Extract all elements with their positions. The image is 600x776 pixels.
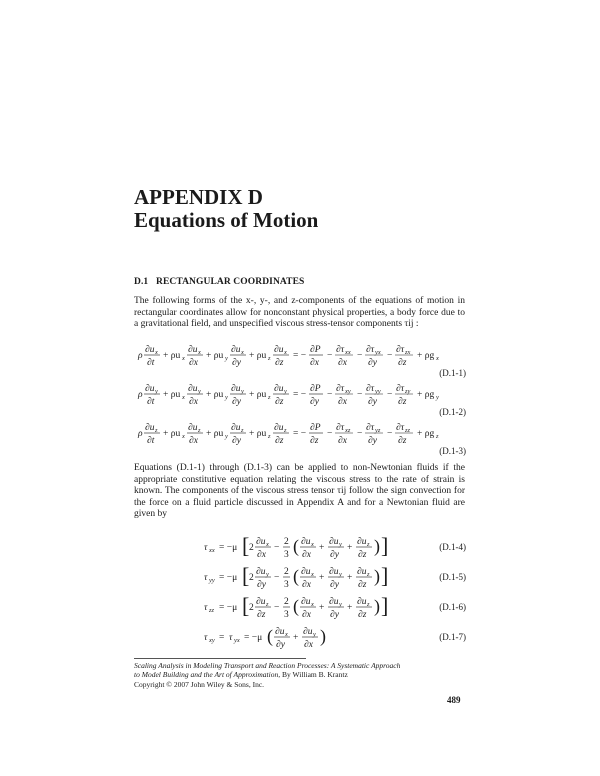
svg-text:−: − (274, 573, 280, 583)
footnote-book-title-line1: Scaling Analysis in Modeling Transport and Reaction Processes: A Systematic Approach (134, 661, 401, 670)
svg-text:y: y (339, 541, 342, 548)
svg-text:x: x (155, 349, 158, 356)
svg-text:∂t: ∂t (147, 436, 155, 446)
svg-text:(: ( (293, 536, 299, 556)
svg-text:): ) (320, 626, 326, 646)
svg-text:∂u: ∂u (274, 345, 284, 355)
svg-text:z: z (284, 427, 287, 434)
svg-text:∂z: ∂z (310, 436, 319, 446)
svg-text:y: y (339, 601, 342, 608)
svg-text:∂z: ∂z (398, 397, 407, 407)
svg-text:y: y (266, 571, 269, 578)
svg-text:x: x (311, 601, 314, 608)
svg-text:∂u: ∂u (357, 567, 367, 577)
footnote-author: By William B. Krantz (281, 670, 348, 680)
equation-d1-4-math (134, 535, 466, 561)
svg-text:∂x: ∂x (257, 550, 266, 560)
svg-text:τ: τ (229, 633, 233, 643)
svg-text:∂u: ∂u (301, 567, 311, 577)
svg-text:x: x (284, 349, 287, 356)
svg-text:∂u: ∂u (301, 537, 311, 547)
svg-text:∂x: ∂x (302, 550, 311, 560)
svg-text:∂y: ∂y (257, 580, 266, 590)
svg-text:−: − (387, 390, 393, 400)
svg-text:∂u: ∂u (188, 345, 198, 355)
svg-text:∂x: ∂x (338, 358, 347, 368)
svg-text:y: y (155, 388, 158, 395)
svg-text:x: x (285, 631, 288, 638)
svg-text:xz: xz (345, 427, 351, 434)
svg-text:y: y (284, 388, 287, 395)
svg-text:+ ρu: + ρu (249, 351, 267, 361)
svg-text:z: z (155, 427, 158, 434)
svg-text:= −: = − (293, 390, 307, 400)
svg-text:∂x: ∂x (310, 358, 319, 368)
svg-text:τ: τ (204, 603, 208, 613)
svg-text:z: z (436, 433, 439, 440)
svg-text:+: + (319, 543, 325, 553)
svg-text:): ) (374, 566, 380, 586)
svg-text:z: z (367, 571, 370, 578)
svg-text:y: y (225, 355, 228, 362)
svg-text:+ ρu: + ρu (249, 390, 267, 400)
svg-text:∂P: ∂P (310, 384, 321, 394)
chapter-title: Equations of Motion (134, 208, 319, 232)
svg-text:∂u: ∂u (256, 537, 266, 547)
svg-text:+: + (319, 603, 325, 613)
svg-text:∂t: ∂t (147, 397, 155, 407)
svg-text:z: z (266, 601, 269, 608)
svg-text:+: + (293, 633, 299, 643)
svg-text:∂z: ∂z (358, 550, 367, 560)
equation-d1-5 (134, 563, 466, 590)
svg-text:−: − (357, 351, 363, 361)
svg-text:τ: τ (204, 633, 208, 643)
intro-paragraph: The following forms of the x-, y-, and z-components of the equations of motion in rectangular coordinates allow for nonconstant physical properties, a body force due to a gravitational field, and unspecified viscous stress-tensor components τij : (134, 296, 465, 330)
svg-text:[: [ (242, 533, 250, 558)
svg-text:= −μ: = −μ (219, 573, 238, 583)
svg-text:∂u: ∂u (231, 345, 241, 355)
equation-label: (D.1-2) (439, 407, 466, 417)
equation-label: (D.1-7) (439, 632, 466, 642)
svg-text:−: − (357, 390, 363, 400)
svg-text:+: + (347, 543, 353, 553)
svg-text:∂x: ∂x (189, 436, 198, 446)
svg-text:= −: = − (293, 429, 307, 439)
svg-text:∂z: ∂z (275, 436, 284, 446)
svg-text:+: + (347, 573, 353, 583)
equation-d1-3-math (134, 422, 466, 446)
equation-d1-5-math (134, 565, 466, 591)
footnote-line2 (134, 670, 465, 679)
svg-text:∂u: ∂u (188, 384, 198, 394)
svg-text:+ ρu: + ρu (163, 351, 181, 361)
svg-text:∂y: ∂y (232, 358, 241, 368)
svg-text:∂τ: ∂τ (336, 384, 345, 394)
svg-text:∂z: ∂z (358, 610, 367, 620)
equation-label: (D.1-3) (439, 446, 466, 456)
svg-text:z: z (367, 541, 370, 548)
svg-text:∂u: ∂u (329, 567, 339, 577)
svg-text:ρ: ρ (138, 390, 143, 400)
svg-text:τ: τ (204, 543, 208, 553)
equation-d1-2 (134, 383, 466, 417)
svg-text:): ) (374, 536, 380, 556)
svg-text:]: ] (381, 593, 389, 618)
svg-text:2: 2 (249, 573, 254, 583)
svg-text:[: [ (242, 563, 250, 588)
svg-text:(: ( (293, 596, 299, 616)
svg-text:∂z: ∂z (275, 397, 284, 407)
svg-text:+: + (319, 573, 325, 583)
svg-text:= −μ: = −μ (219, 543, 238, 553)
svg-text:x: x (266, 541, 269, 548)
equation-d1-2-math (134, 383, 466, 407)
svg-text:yx: yx (375, 349, 381, 356)
svg-text:3: 3 (284, 550, 289, 560)
svg-text:z: z (268, 394, 271, 401)
svg-text:∂y: ∂y (276, 640, 285, 650)
svg-text:∂u: ∂u (329, 597, 339, 607)
svg-text:∂u: ∂u (357, 537, 367, 547)
svg-text:∂u: ∂u (231, 423, 241, 433)
equation-label: (D.1-1) (439, 368, 466, 378)
svg-text:+ ρu: + ρu (163, 390, 181, 400)
svg-text:y: y (225, 394, 228, 401)
footnote-rule (134, 658, 306, 659)
svg-text:∂x: ∂x (302, 610, 311, 620)
svg-text:3: 3 (284, 580, 289, 590)
svg-text:∂y: ∂y (330, 550, 339, 560)
svg-text:∂τ: ∂τ (336, 345, 345, 355)
svg-text:∂u: ∂u (329, 537, 339, 547)
svg-text:]: ] (381, 563, 389, 588)
svg-text:x: x (436, 355, 439, 362)
svg-text:τ: τ (204, 573, 208, 583)
svg-text:∂τ: ∂τ (336, 423, 345, 433)
svg-text:+ ρu: + ρu (163, 429, 181, 439)
equation-d1-4 (134, 533, 466, 560)
svg-text:∂u: ∂u (256, 567, 266, 577)
svg-text:∂τ: ∂τ (366, 423, 375, 433)
svg-text:∂τ: ∂τ (396, 384, 405, 394)
svg-text:∂u: ∂u (274, 384, 284, 394)
svg-text:x: x (241, 349, 244, 356)
svg-text:−: − (327, 390, 333, 400)
svg-text:ρ: ρ (138, 429, 143, 439)
svg-text:z: z (268, 433, 271, 440)
svg-text:∂y: ∂y (368, 358, 377, 368)
svg-text:∂P: ∂P (310, 345, 321, 355)
svg-text:∂z: ∂z (275, 358, 284, 368)
svg-text:2: 2 (284, 567, 289, 577)
svg-text:−: − (327, 429, 333, 439)
equation-d1-6-math (134, 595, 466, 621)
equation-d1-1 (134, 344, 466, 378)
svg-text:∂u: ∂u (303, 627, 313, 637)
svg-text:−: − (387, 429, 393, 439)
svg-text:∂x: ∂x (189, 358, 198, 368)
svg-text:∂y: ∂y (368, 436, 377, 446)
svg-text:(: ( (293, 566, 299, 586)
svg-text:= −μ: = −μ (244, 633, 263, 643)
footnote-copyright: Copyright © 2007 John Wiley & Sons, Inc. (134, 679, 265, 689)
svg-text:∂u: ∂u (145, 345, 155, 355)
svg-text:xy: xy (345, 388, 351, 395)
second-paragraph: Equations (D.1-1) through (D.1-3) can be applied to non-Newtonian fluids if the appropriate constitutive equation relating the viscous stress to the rate of strain is known. The components of the viscous stress tensor τij follow the sign convection for the force on a fluid particle discussed in Appendix A and for a Newtonian fluid are given by (134, 463, 465, 520)
svg-text:∂z: ∂z (398, 436, 407, 446)
svg-text:x: x (182, 355, 185, 362)
equation-d1-7-math (134, 625, 466, 651)
svg-text:yy: yy (209, 577, 215, 584)
svg-text:=: = (219, 633, 225, 643)
svg-text:+ ρu: + ρu (206, 429, 224, 439)
equation-d1-6 (134, 593, 466, 620)
svg-text:z: z (241, 427, 244, 434)
svg-text:∂x: ∂x (302, 580, 311, 590)
svg-text:2: 2 (249, 543, 254, 553)
svg-text:= −μ: = −μ (219, 603, 238, 613)
svg-text:+ ρg: + ρg (417, 351, 435, 361)
svg-text:∂u: ∂u (145, 423, 155, 433)
svg-text:xx: xx (345, 349, 351, 356)
svg-text:]: ] (381, 533, 389, 558)
svg-text:yz: yz (375, 427, 381, 434)
svg-text:∂x: ∂x (338, 397, 347, 407)
svg-text:∂u: ∂u (357, 597, 367, 607)
svg-text:3: 3 (284, 610, 289, 620)
equation-label: (D.1-4) (439, 542, 466, 552)
svg-text:2: 2 (284, 537, 289, 547)
svg-text:∂u: ∂u (231, 384, 241, 394)
svg-text:y: y (198, 388, 201, 395)
svg-text:ρ: ρ (138, 351, 143, 361)
svg-text:∂x: ∂x (338, 436, 347, 446)
svg-text:∂y: ∂y (232, 397, 241, 407)
svg-text:∂τ: ∂τ (366, 384, 375, 394)
footnote (134, 661, 465, 689)
equation-d1-7 (134, 625, 466, 650)
svg-text:−: − (327, 351, 333, 361)
equation-label: (D.1-5) (439, 572, 466, 582)
svg-text:∂y: ∂y (232, 436, 241, 446)
svg-text:y: y (436, 394, 439, 401)
svg-text:+ ρu: + ρu (206, 390, 224, 400)
svg-text:zy: zy (405, 388, 411, 395)
section-number: D.1 (134, 277, 149, 287)
svg-text:∂y: ∂y (368, 397, 377, 407)
svg-text:+ ρu: + ρu (206, 351, 224, 361)
svg-text:∂z: ∂z (398, 358, 407, 368)
svg-text:∂u: ∂u (188, 423, 198, 433)
svg-text:z: z (268, 355, 271, 362)
svg-text:y: y (313, 631, 316, 638)
section-heading (134, 277, 304, 287)
svg-text:+ ρg: + ρg (417, 429, 435, 439)
svg-text:x: x (182, 394, 185, 401)
svg-text:zx: zx (405, 349, 411, 356)
page-number: 489 (447, 695, 461, 705)
section-title: RECTANGULAR COORDINATES (156, 277, 305, 287)
svg-text:+: + (347, 603, 353, 613)
svg-text:∂z: ∂z (257, 610, 266, 620)
footnote-book-title-line2: to Model Building and the Art of Approximation, (134, 670, 281, 680)
svg-text:xx: xx (209, 547, 215, 554)
svg-text:x: x (182, 433, 185, 440)
svg-text:yy: yy (375, 388, 381, 395)
svg-text:−: − (274, 603, 280, 613)
svg-text:y: y (339, 571, 342, 578)
equation-label: (D.1-6) (439, 602, 466, 612)
svg-text:xy: xy (209, 637, 215, 644)
svg-text:zz: zz (405, 427, 411, 434)
svg-text:y: y (241, 388, 244, 395)
svg-text:−: − (357, 429, 363, 439)
svg-text:∂y: ∂y (330, 610, 339, 620)
svg-text:yx: yx (234, 637, 240, 644)
svg-text:∂t: ∂t (147, 358, 155, 368)
equation-d1-1-math (134, 344, 466, 368)
svg-text:∂u: ∂u (301, 597, 311, 607)
equation-d1-3 (134, 422, 466, 456)
svg-text:= −: = − (293, 351, 307, 361)
svg-text:−: − (274, 543, 280, 553)
svg-text:∂u: ∂u (274, 423, 284, 433)
svg-text:∂u: ∂u (256, 597, 266, 607)
svg-text:∂τ: ∂τ (396, 345, 405, 355)
appendix-label: APPENDIX D (134, 185, 263, 209)
svg-text:∂y: ∂y (330, 580, 339, 590)
svg-text:∂τ: ∂τ (396, 423, 405, 433)
svg-text:∂u: ∂u (275, 627, 285, 637)
svg-text:2: 2 (284, 597, 289, 607)
svg-text:x: x (311, 541, 314, 548)
svg-text:zz: zz (209, 607, 215, 614)
svg-text:): ) (374, 596, 380, 616)
svg-text:∂z: ∂z (358, 580, 367, 590)
svg-text:y: y (225, 433, 228, 440)
svg-text:∂x: ∂x (304, 640, 313, 650)
svg-text:∂u: ∂u (145, 384, 155, 394)
svg-text:−: − (387, 351, 393, 361)
svg-text:+ ρg: + ρg (417, 390, 435, 400)
svg-text:∂τ: ∂τ (366, 345, 375, 355)
svg-text:∂P: ∂P (310, 423, 321, 433)
svg-text:∂y: ∂y (310, 397, 319, 407)
svg-text:+ ρu: + ρu (249, 429, 267, 439)
svg-text:2: 2 (249, 603, 254, 613)
svg-text:∂x: ∂x (189, 397, 198, 407)
svg-text:z: z (198, 427, 201, 434)
svg-text:x: x (198, 349, 201, 356)
svg-text:x: x (311, 571, 314, 578)
svg-text:[: [ (242, 593, 250, 618)
svg-text:z: z (367, 601, 370, 608)
svg-text:(: ( (267, 626, 273, 646)
